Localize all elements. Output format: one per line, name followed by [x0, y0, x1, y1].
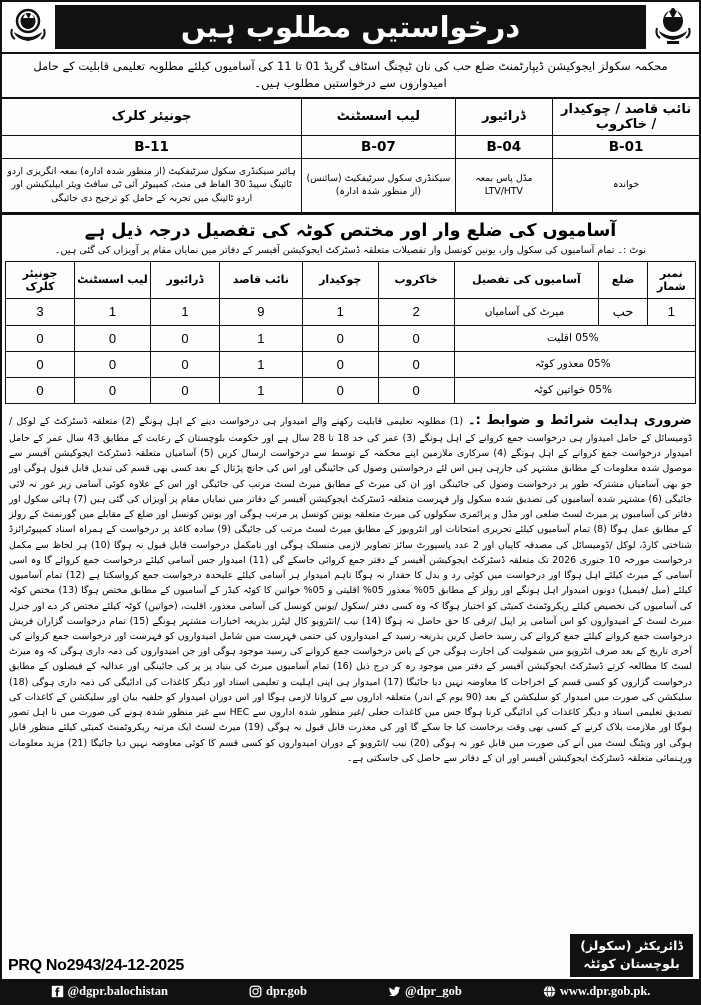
quota-cell-label: میرٹ کی آسامیاں — [454, 298, 599, 325]
quota-cell-label: 05% اقلیت — [454, 325, 695, 351]
post-qualification-junior-clerk: ہائیر سیکنڈری سکول سرٹیفکیٹ (از منظور شدہ ادارہ) بمعہ انگریزی اردو ٹائپنگ سپیڈ 30 الفاظ فی منٹ، کمپیوٹر آئی ٹی سافٹ ویئر ایپلیکیشن اور اردو ٹائپنگ میں تجربہ کے حامل کو ترجیح دی جائیگی — [2, 158, 302, 212]
post-grade-lab-assistant: B-07 — [302, 135, 455, 158]
posts-name-row — [2, 99, 699, 136]
quota-table — [5, 261, 696, 404]
balochistan-government-emblem-left — [651, 5, 695, 49]
header-banner — [2, 2, 699, 54]
quota-cell-label: 05% خواتین کوٹہ — [454, 377, 695, 403]
quota-cell-naib-qasid: 1 — [219, 351, 302, 377]
post-grade-naib-qasid: B-01 — [553, 135, 699, 158]
quota-cell-lab-assistant: 1 — [75, 298, 151, 325]
globe-icon — [543, 985, 556, 998]
post-grade-junior-clerk: B-11 — [2, 135, 302, 158]
quota-cell-junior-clerk: 0 — [6, 325, 75, 351]
quota-cell-chowkidar: 0 — [302, 325, 378, 351]
instagram-icon — [249, 985, 262, 998]
quota-header-description: آسامیوں کی تفصیل — [454, 261, 599, 298]
post-grade-driver: B-04 — [455, 135, 553, 158]
table-row — [6, 325, 696, 351]
banner-title: درخواستیں مطلوب ہیں — [55, 5, 646, 49]
footer-item-facebook[interactable] — [51, 984, 168, 999]
quota-header-lab-assistant: لیب اسسٹنٹ — [75, 261, 151, 298]
quota-cell-driver: 1 — [150, 298, 219, 325]
quota-cell-district: حب — [599, 298, 647, 325]
quota-header-driver: ڈرائیور — [150, 261, 219, 298]
quota-header-serial: نمبر شمار — [647, 261, 695, 298]
quota-cell-label: 05% معذور کوٹہ — [454, 351, 695, 377]
quota-header-khakroob: خاکروب — [378, 261, 454, 298]
quota-cell-khakroob: 0 — [378, 377, 454, 403]
quota-section-heading: آسامیوں کی ضلع وار اور مختص کوٹہ کی تفصیل درجہ ذیل ہے — [2, 213, 699, 244]
quota-cell-khakroob: 2 — [378, 298, 454, 325]
quota-cell-chowkidar: 0 — [302, 351, 378, 377]
quota-cell-chowkidar: 0 — [302, 377, 378, 403]
quota-cell-driver: 0 — [150, 377, 219, 403]
quota-section-note: نوٹ :۔ تمام آسامیوں کی سکول وار، یونین کونسل وار تفصیلات متعلقہ ڈسٹرکٹ ایجوکیشن آفیسر کے دفاتر میں نمایاں مقام پر آویزاں کی گئی ہیں۔ — [54, 244, 647, 256]
terms-title: ضروری ہدایت شرائط و ضوابط :۔ — [468, 412, 692, 428]
prq-number: PRQ No2943/24-12-2025 — [8, 957, 185, 974]
footer-item-instagram[interactable] — [249, 984, 307, 999]
quota-cell-naib-qasid: 1 — [219, 377, 302, 403]
footer-social-band — [2, 979, 699, 1003]
quota-cell-naib-qasid: 1 — [219, 325, 302, 351]
director-signature-block — [570, 934, 693, 977]
footer-instagram-label: dpr.gob — [266, 983, 307, 998]
quota-cell-junior-clerk: 0 — [6, 377, 75, 403]
footer-item-twitter[interactable] — [388, 984, 462, 999]
post-qualification-driver: مڈل پاس بمعہ LTV/HTV — [455, 158, 553, 212]
footer-website-label: www.dpr.gob.pk. — [559, 983, 651, 998]
post-name-junior-clerk: جونیئر کلرک — [2, 99, 302, 136]
quota-cell-khakroob: 0 — [378, 325, 454, 351]
post-qualification-naib-qasid: خواندہ — [553, 158, 699, 212]
footer-item-website[interactable] — [543, 984, 651, 999]
quota-cell-junior-clerk: 0 — [6, 351, 75, 377]
signature-line-1: ڈائریکٹر (سکولز) — [580, 937, 683, 953]
quota-cell-lab-assistant: 0 — [75, 377, 151, 403]
quota-header-row — [6, 261, 696, 298]
post-name-naib-qasid: نائب قاصد / چوکیدار / خاکروب — [553, 99, 699, 136]
quota-header-chowkidar: چوکیدار — [302, 261, 378, 298]
quota-cell-chowkidar: 1 — [302, 298, 378, 325]
signature-row — [2, 934, 699, 979]
footer-twitter-label: @dpr_gob — [405, 983, 462, 998]
twitter-icon — [388, 985, 401, 998]
posts-grade-row — [2, 135, 699, 158]
posts-table — [2, 99, 699, 213]
footer-facebook-label: @dgpr.balochistan — [67, 983, 168, 998]
quota-cell-naib-qasid: 9 — [219, 298, 302, 325]
post-qualification-lab-assistant: سیکنڈری سکول سرٹیفکیٹ (سائنس) (از منظور شدہ ادارہ) — [302, 158, 455, 212]
quota-cell-lab-assistant: 0 — [75, 351, 151, 377]
signature-line-2: بلوچستان کوئٹہ — [583, 955, 680, 971]
quota-cell-driver: 0 — [150, 325, 219, 351]
table-row — [6, 377, 696, 403]
quota-cell-driver: 0 — [150, 351, 219, 377]
quota-table-container — [2, 261, 699, 404]
post-name-lab-assistant: لیب اسسٹنٹ — [302, 99, 455, 136]
table-row — [6, 351, 696, 377]
posts-qualification-row — [2, 158, 699, 212]
table-row — [6, 298, 696, 325]
quota-cell-lab-assistant: 0 — [75, 325, 151, 351]
quota-header-junior-clerk: جونیئر کلرک — [6, 261, 75, 298]
facebook-icon — [51, 985, 64, 998]
quota-header-naib-qasid: نائب قاصد — [219, 261, 302, 298]
terms-body: (1) مطلوبہ تعلیمی قابلیت رکھنے والے امیدوار ہی درخواست دینے کے اہل ہونگے (2) متعلقہ ڈسٹرکٹ کے لوکل /ڈومیسائل کے حامل امیدوار ہی درخواست جمع کروانے کے اہل ہونگے (3) عمر کی حد 18 تا 28 سال ہے اور حکومت بلوچستان کے رعایت کے مطابق 43 سال عمر کے حامل امیدوار درخواست جمع کروانے کے اہل ہونگے (4) سرکاری ملازمین اپنے محکمہ کے توسط سے درخواست ارسال کریں (5) آسامیاں متعلقہ ڈسٹرکٹ ایجوکیشن آفیسر سے موصول شدہ معلومات کے مطابق مشتہر کی جارہی ہیں اس لئے درخواستیں وصول کی جائینگی اور اس کی جانچ پڑتال کے بعد کسی بھی قسم کی تبدیل قابل قبول ہوگی اور جو بھی آسامیاں مشترکہ طور پر درخواست وصول کی جائینگی اور ان کی میرٹ کے مطابق میرٹ لسٹ مرتب کی جائیگی اور اس کے علاوہ کوئی آسامی زیر غور نہ لائی جائیگی (6) مشتہر شدہ آسامیوں کی تصدیق شدہ سکول وار فہرست متعلقہ ڈسٹرکٹ ایجوکیشن آفیسر کے دفاتر میں نمایاں مقام پر آویزاں کی گئی ہیں (7) ہائی سکول اور دفاتر کی آسامیوں پر میرٹ لسٹ ضلعی اور مڈل و پرائمری سکولوں کی میرٹ متعلقہ یونین کونسل پر مرتب ہوگی اور یونین کونسل اور ضلع کے مقابلے میں گورنمنٹ کے رولز کے مطابق عمل ہوگا (8) تمام آسامیوں کیلئے تحریری امتحانات اور انٹرویوز کے مطابق میرٹ لسٹ مرتب کی جائیگی (9) سادہ کاغذ پر درخواست کے ہمراہ اسناد کمپیوٹرائزڈ شناختی کارڈ، لوکل /ڈومیسائل کی مصدقہ کاپیاں اور 2 عدد پاسپورٹ سائز تصاویر لازمی منسلک ہوگی اور نامکمل درخواست قابل قبول نہ ہوگا (10) ہر لحاظ سے مکمل درخواست مورخہ 10 جنوری 2026 تک متعلقہ ڈسٹرکٹ ایجوکیشن آفیسر کے دفتر جمع کروائی جاسکے گی (11) امیدوار جس آسامی کیلئے درخواست جمع کروائے گا وہ اسی آسامی کے میرٹ کیلئے اہل ہوگا اور درخواست میں کوئی رد و بدل کا حقدار نہ ہوگا تاہم امیدوار ہر آسامی کیلئے علیحدہ درخواست جمع کرواسکتا ہے (12) تمام آسامیوں کیلئے (میل /فیمیل) دونوں امیدوار اہل ہونگے اور رولز کے مطابق 05% معذور 05% اقلیتی و 05% خواتین کا کوٹہ کیڈر کے آسامیوں کے مطابق مختص ہوگا (13) مختص کوٹہ کی آسامیوں کی تخصیص کیلئے ریکروٹمنٹ کمیٹی کو اختیار ہوگا کہ وہ کسی دفتر /سکول /یونین کونسل کی آسامی معذور، اقلیت، (خواتین) کوٹہ کیلئے مختص کر دے اور جنرل میرٹ لسٹ کے امیدواروں کو اس آسامی پر اپیل /ترقی کا حق حاصل نہ ہوگا (14) نیب /انٹرویو کال لیٹرز بذریعہ اخبارات مشتہر ہونگے (15) تمام درخواست گزاران فریش درخواست جمع کروانے کیلئے جمع کروانے کی رسید حاصل کریں بذریعہ رسید کے امیدواروں کی حتمی فہرست میں شامل امیدواروں کو فہرست اور درخواست جمع کروانے کی آخری تاریخ کے بعد صرف انٹرویو میں شمولیت کی اجازت ہوگی جن کے پاس درخواست جمع کروانے کی رسید موجود ہوگی اور جن امیدواروں کی ذمہ داری ہوگی کہ وہ میرٹ لسٹ کا مطالعہ کرتے ڈسٹرکٹ ایجوکیشن آفیسر کے دفتر میں موجود رہ کر درج ذیل (16) تمام آسامیوں میرٹ کی بنیاد پر پر کی جائینگی اور عدالیہ کے فیصلوں کے مطابق درخواست گزاروں کو کسی قسم کے اخراجات کا معاوضہ نہیں دیا جائیگا (17) امیدوار ہی اپنی اہلیت و تعلیمی اسناد اور دیگر کاغذات کی ادائیگی کی ذمہ داری ہوگی (18) سلیکشن کی صورت میں امیدوار کو سلیکشن کے بعد (90 یوم کے اندر) متعلقہ اداروں سے کروانا لازمی ہوگا اور اس دوران امیدوار کو حلفیہ بیان اور سلیکشن کے کاغذات کی تصدیق تعلیمی اسناد و دیگر کاغذات کی ادائیگی کرنا ہوگا جس میں کاغذات جعلی /غیر منظور شدہ اداروں سے HEC سے غیر منظور شدہ ہونے کی صورت میں نا اہل تصور ہوگا اور ملازمت بلاک کرنے کے کسی بھی وقت برخاست کیا جا سکے گا اور کی معذرت قابل قبول نہ ہوگی (19) میرٹ لسٹ ایک مرتبہ ریکروٹمنٹ کمیٹی کیلئے منظور قابل ہوگی اور ویٹنگ لسٹ میں آنے کی صورت میں قابل غور نہ ہوگی (20) نیب /انٹرویو کے دوران امیدواروں کو کسی قسم کا کوئی معاوضہ نہیں دیا جائیگا (21) مزید معلومات ورہنمائی متعلقہ ڈسٹرکٹ ایجوکیشن آفیسر اور ان کے دفاتر سے حاصل کی جاسکتی ہے۔ — [9, 415, 693, 764]
quota-header-district: ضلع — [599, 261, 647, 298]
quota-cell-junior-clerk: 3 — [6, 298, 75, 325]
terms-and-conditions — [2, 404, 699, 934]
balochistan-government-emblem-right — [6, 5, 50, 49]
quota-cell-khakroob: 0 — [378, 351, 454, 377]
post-name-driver: ڈرائیور — [455, 99, 553, 136]
quota-cell-serial: 1 — [647, 298, 695, 325]
advertisement-subtitle: محکمہ سکولز ایجوکیشن ڈیپارٹمنٹ ضلع حب کی نان ٹیچنگ اسٹاف گریڈ 01 تا 11 کی آسامیوں کیلئے مطلوبہ تعلیمی قابلیت کے حامل امیدواروں سے درخواستیں مطلوب ہیں۔ — [2, 54, 699, 99]
